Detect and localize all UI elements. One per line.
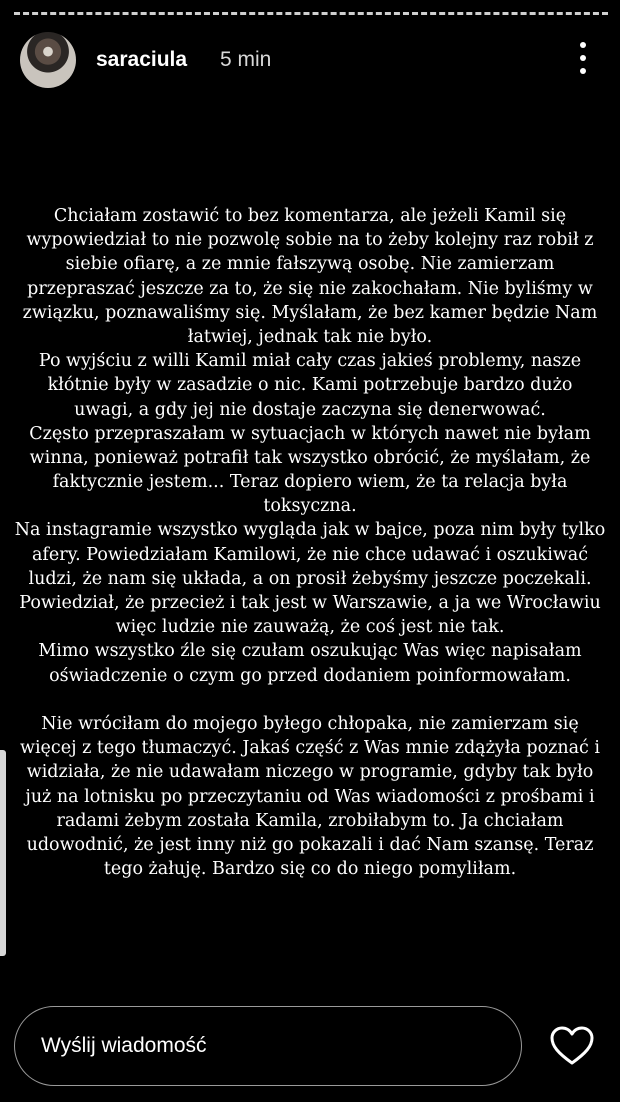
story-line: związku, poznawaliśmy się. Myślałam, że bez kamer będzie Nam — [22, 302, 598, 323]
story-line: winna, ponieważ potrafił tak wszystko obrócić, że myślałam, że — [29, 447, 591, 468]
story-line: siebie ofiarę, a ze mnie fałszywą osobę. Nie zamierzam — [65, 254, 555, 275]
story-line: wypowiedział to nie pozwolę sobie na to żeby kolejny raz robił z — [26, 230, 594, 251]
story-paragraph-2 — [0, 712, 620, 881]
send-message-input[interactable] — [14, 1006, 522, 1086]
story-line: faktycznie jestem... Teraz dopiero wiem, że ta relacja była — [52, 472, 568, 493]
story-line: afery. Powiedziałam Kamilowi, że nie chce udawać i oszukiwać — [31, 544, 589, 565]
story-line: Chciałam zostawić to bez komentarza, ale jeżeli Kamil się — [53, 206, 567, 226]
story-line: kłótnie były w zasadzie o nic. Kami potrzebuje bardzo dużo — [47, 375, 573, 396]
story-progress-bar — [14, 12, 608, 15]
heart-icon[interactable] — [550, 1026, 594, 1066]
story-line: uwagi, a gdy jej nie dostaje zaczyna się denerwować. — [74, 399, 546, 420]
story-line: Mimo wszystko źle się czułam oszukując Was więc napisałam — [38, 641, 582, 662]
story-paragraph-1 — [0, 204, 620, 688]
story-line: widziała, że nie udawałam niczego w programie, gdyby tak było — [26, 762, 594, 783]
scroll-handle[interactable] — [0, 750, 6, 956]
story-text — [0, 204, 620, 881]
story-line: Często przepraszałam w sytuacjach w których nawet nie byłam — [29, 423, 591, 444]
story-header — [20, 32, 600, 88]
story-line: więcej z tego tłumaczyć. Jakaś część z Was mnie zdążyła poznać i — [19, 738, 600, 759]
story-line: Na instagramie wszystko wygląda jak w bajce, poza nim były tylko — [14, 520, 606, 541]
story-line: ludzi, że nam się układa, a on prosił żebyśmy jeszcze poczekali. — [28, 568, 592, 589]
story-line: łatwiej, jednak tak nie było. — [187, 326, 433, 347]
story-line: Nie wróciłam do mojego byłego chłopaka, nie zamierzam się — [41, 713, 579, 734]
story-line: przepraszać jeszcze za to, że się nie zakochałam. Nie byliśmy w — [27, 278, 593, 299]
story-line: Powiedział, że przecież i tak jest w Warszawie, a ja we Wrocławiu — [19, 593, 601, 613]
story-line: oświadczenie o czym go przed dodaniem poinformowałam. — [49, 665, 571, 686]
story-line: więc ludzie nie zauważą, że coś jest nie tak. — [115, 617, 505, 638]
username[interactable]: saraciula — [96, 48, 188, 71]
story-line: już na lotnisku po przeczytaniu od Was wiadomości z prośbami i — [25, 786, 595, 807]
message-placeholder: Wyślij wiadomość — [41, 1034, 207, 1057]
story-line: udowodnić, że jest inny niż go pokazali i dać Nam szansę. Teraz — [26, 834, 594, 855]
story-line: tego żałuję. Bardzo się co do niego pomyliłam. — [103, 859, 517, 880]
story-line: radami żebym została Kamila, zrobiłabym to. Ja chciałam — [56, 810, 564, 831]
timestamp: 5 min — [220, 48, 272, 71]
more-vertical-icon[interactable] — [578, 42, 588, 74]
avatar[interactable] — [20, 32, 76, 88]
story-line: Po wyjściu z willi Kamil miał cały czas jakieś problemy, nasze — [38, 351, 582, 372]
story-line: toksyczna. — [263, 496, 357, 517]
